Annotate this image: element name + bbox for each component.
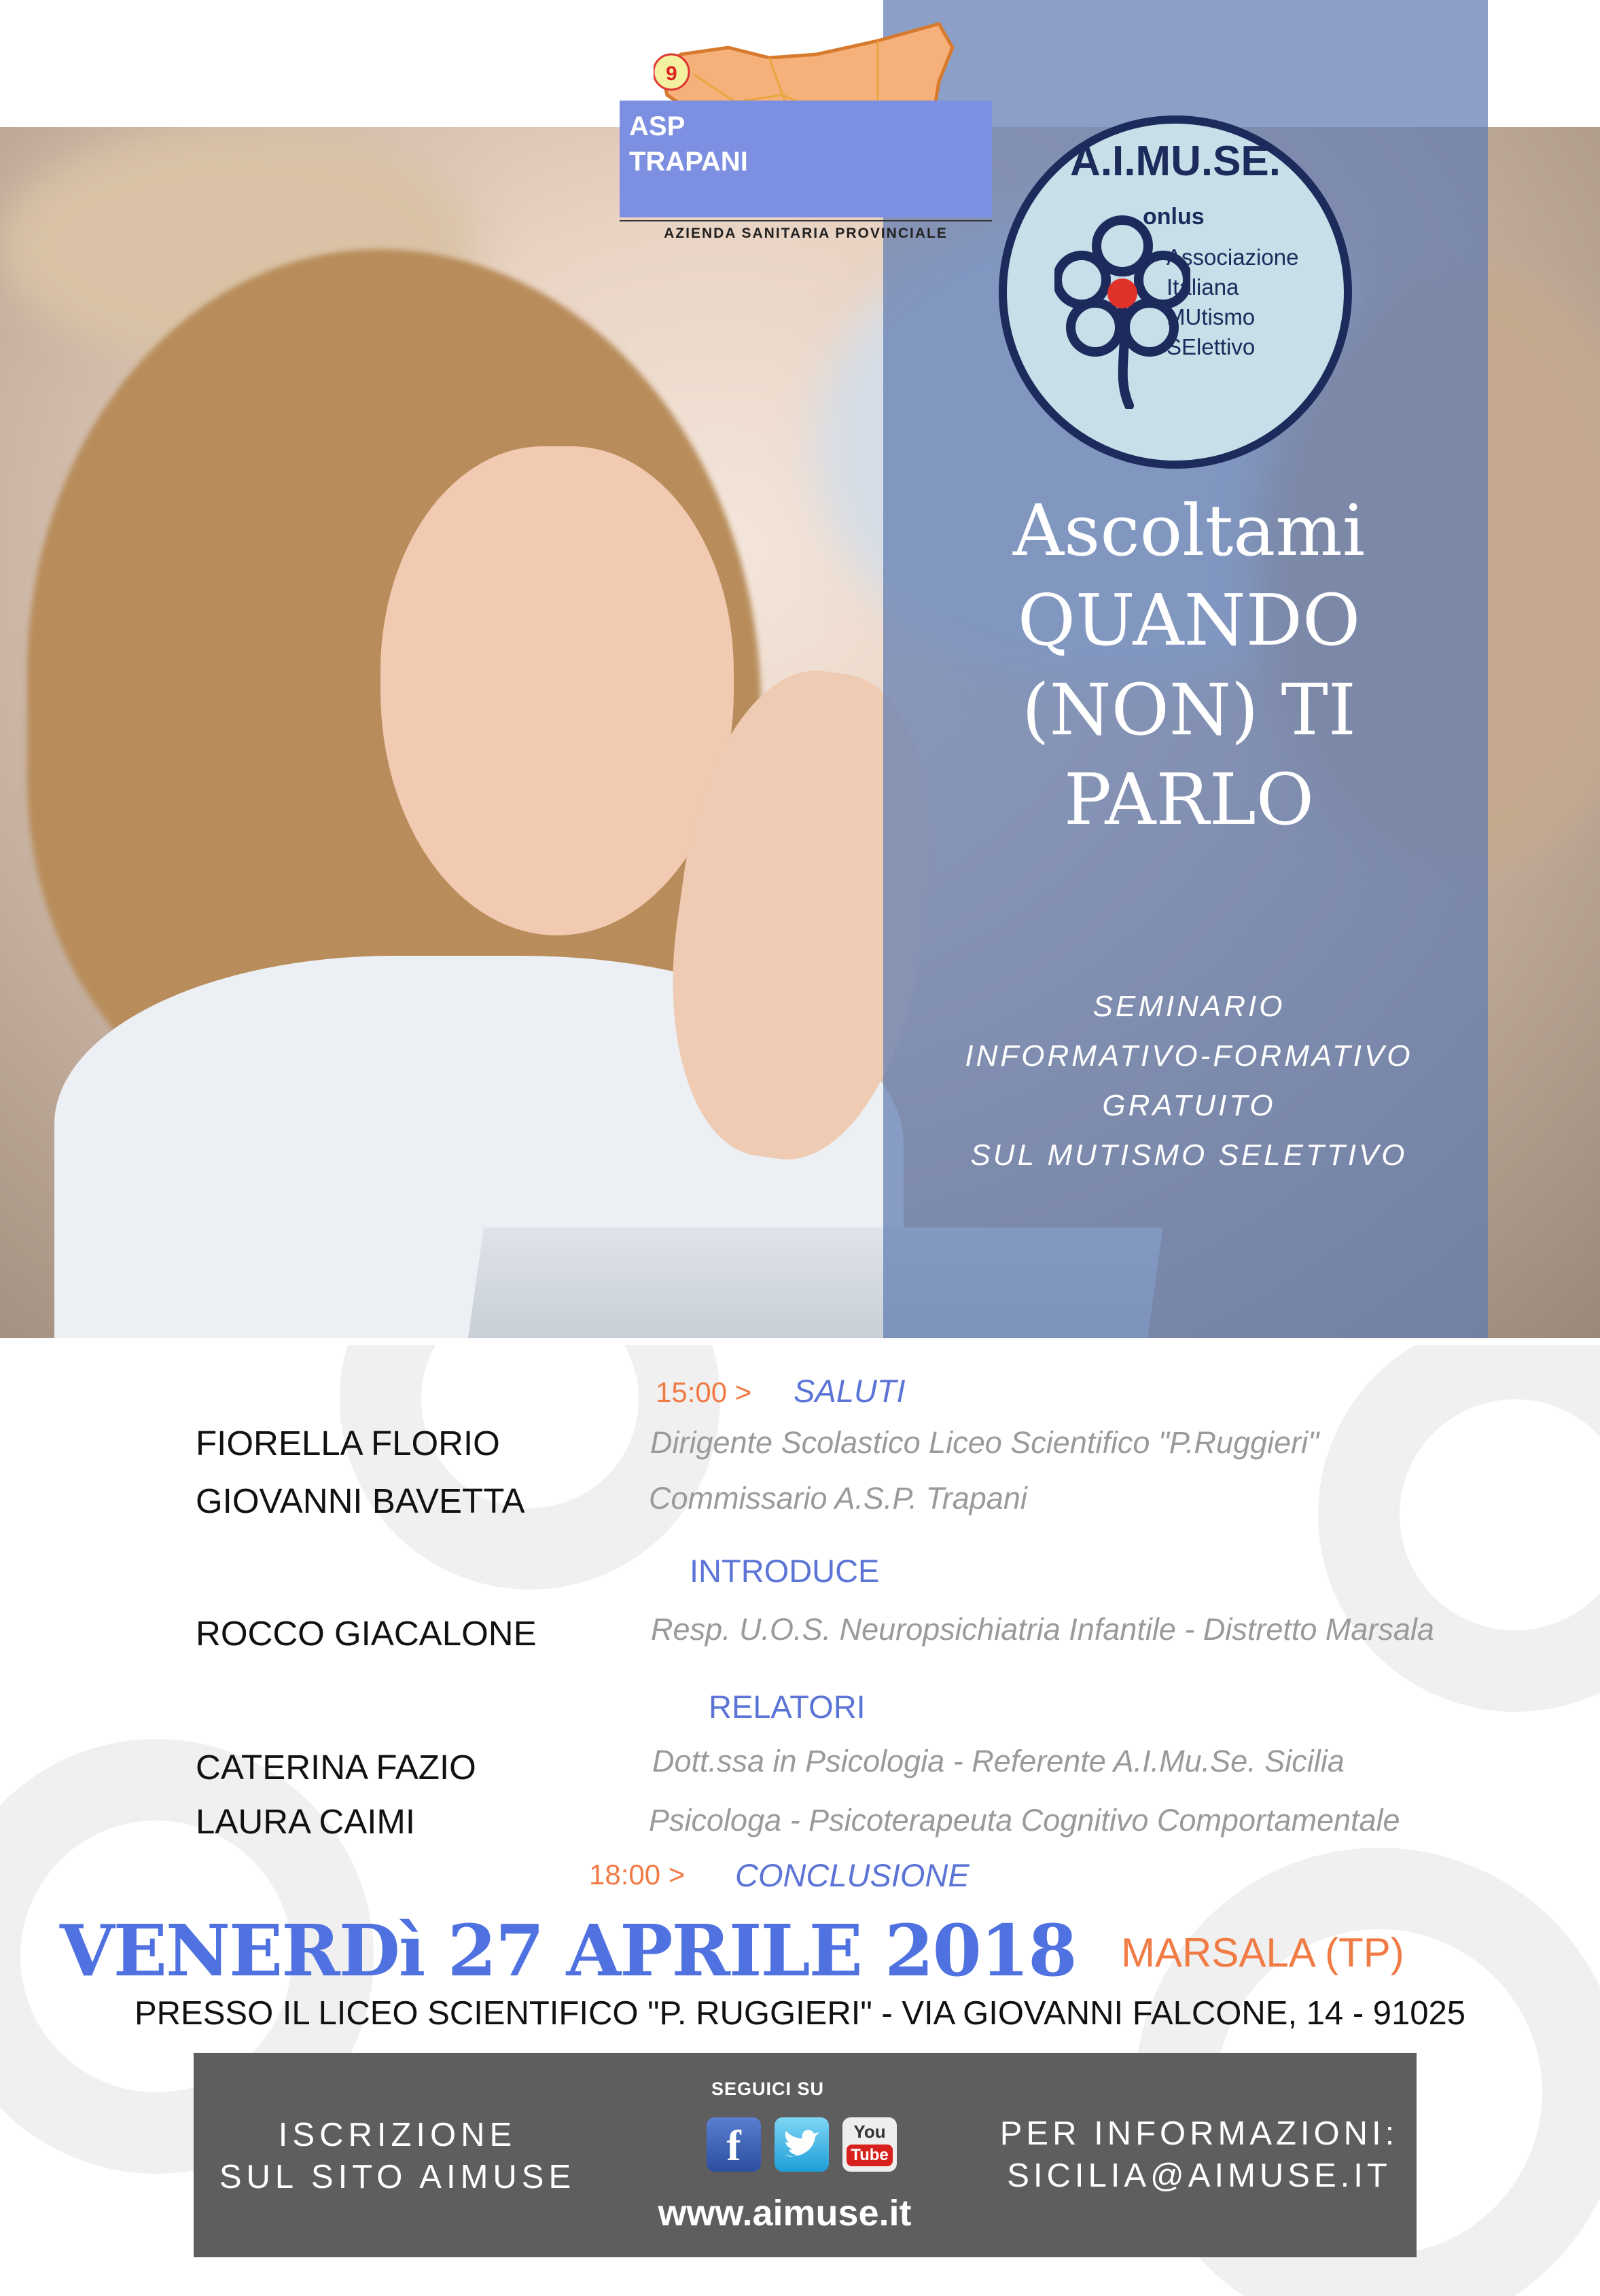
twitter-icon[interactable] — [775, 2117, 829, 2172]
subtitle-line-1: SEMINARIO — [1092, 990, 1285, 1023]
asp-name-line2: TRAPANI — [629, 147, 748, 177]
end-time: 18:00 > — [589, 1859, 686, 1890]
subtitle-line-4: SUL MUTISMO SELETTIVO — [970, 1138, 1408, 1172]
aimuse-logo — [999, 115, 1352, 469]
social-icons — [707, 2117, 904, 2172]
event-subtitle — [890, 982, 1488, 1180]
conclusion-label: CONCLUSIONE — [735, 1857, 970, 1893]
svg-text:9: 9 — [666, 62, 677, 85]
asp-subtitle: AZIENDA SANITARIA PROVINCIALE — [664, 226, 948, 241]
title-line-3: (NON) TI — [1022, 668, 1356, 751]
event-date: VENERDì 27 APRILE 2018 — [60, 1909, 1076, 1992]
title-line-1: Ascoltami — [1012, 489, 1366, 572]
speaker-name: FIORELLA FLORIO — [196, 1424, 500, 1463]
aimuse-desc-line2: Italiana — [1167, 274, 1239, 300]
title-line-4: PARLO — [1063, 758, 1315, 841]
speaker-role: Psicologa - Psicoterapeuta Cognitivo Comportamentale — [649, 1803, 1400, 1837]
speaker-role: Commissario A.S.P. Trapani — [649, 1481, 1027, 1515]
youtube-icon-top: You — [853, 2121, 886, 2142]
intro-label: INTRODUCE — [690, 1553, 880, 1589]
speaker-name: GIOVANNI BAVETTA — [196, 1482, 525, 1520]
aimuse-desc-line3: MUtismo — [1167, 304, 1256, 329]
registration-line1: ISCRIZIONE — [278, 2117, 517, 2153]
registration-info — [194, 2114, 601, 2198]
event-title — [890, 486, 1488, 844]
aimuse-desc-line4: SElettivo — [1167, 334, 1256, 359]
speaker-role: Dott.ssa in Psicologia - Referente A.I.Mu.Se. Sicilia — [652, 1744, 1345, 1778]
youtube-icon-bottom: Tube — [847, 2145, 893, 2166]
speaker-name: LAURA CAIMI — [196, 1802, 416, 1841]
facebook-icon[interactable]: f — [707, 2117, 761, 2172]
event-address: PRESSO IL LICEO SCIENTIFICO "P. RUGGIERI" - VIA GIOVANNI FALCONE, 14 - 91025 — [134, 1995, 1466, 2032]
website-link[interactable]: www.aimuse.it — [658, 2193, 912, 2234]
speaker-role: Resp. U.O.S. Neuropsichiatria Infantile - Distretto Marsala — [651, 1612, 1434, 1647]
subtitle-line-2: INFORMATIVO-FORMATIVO — [965, 1039, 1413, 1073]
greetings-label: SALUTI — [794, 1373, 906, 1409]
follow-label: SEGUICI SU — [711, 2079, 825, 2099]
asp-name-line1: ASP — [629, 111, 686, 141]
speaker-role: Dirigente Scolastico Liceo Scientifico "P.Ruggieri" — [650, 1425, 1319, 1460]
aimuse-desc-line1: Associazione — [1167, 245, 1299, 270]
contact-line1: PER INFORMAZIONI: — [999, 2115, 1399, 2152]
title-line-2: QUANDO — [1017, 579, 1361, 662]
asp-trapani-logo — [620, 20, 992, 258]
speaker-name: CATERINA FAZIO — [196, 1748, 476, 1787]
aimuse-logo-title: A.I.MU.SE. — [1069, 138, 1281, 185]
subtitle-line-3: GRATUITO — [1102, 1089, 1276, 1122]
speaker-name: ROCCO GIACALONE — [196, 1614, 537, 1653]
footer-bar — [194, 2053, 1417, 2257]
speakers-label: RELATORI — [709, 1689, 866, 1725]
start-time: 15:00 > — [656, 1376, 752, 1408]
event-city: MARSALA (TP) — [1121, 1930, 1404, 1975]
contact-info — [982, 2113, 1417, 2197]
aimuse-logo-onlus: onlus — [1143, 204, 1205, 230]
registration-line2: SUL SITO AIMUSE — [219, 2159, 576, 2195]
youtube-icon[interactable] — [842, 2117, 897, 2172]
contact-email[interactable]: SICILIA@AIMUSE.IT — [1007, 2157, 1391, 2194]
